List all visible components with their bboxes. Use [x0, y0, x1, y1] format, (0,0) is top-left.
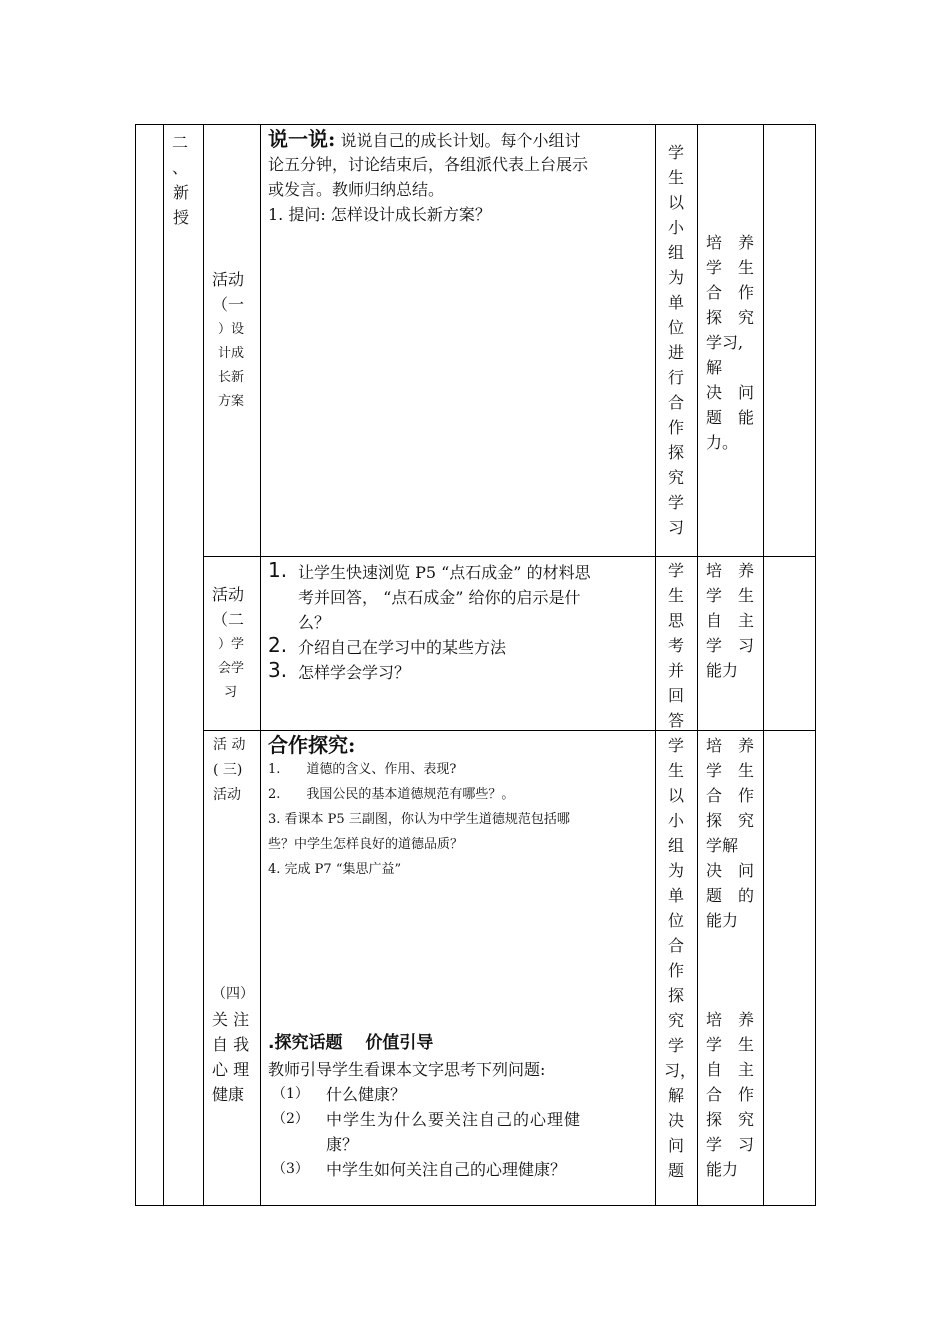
col-line-7 [763, 124, 764, 1206]
stage-label-mid: 、 [172, 158, 189, 177]
activity-1-line-2: 论五分钟，讨论结束后，各组派代表上台展示 [268, 155, 589, 174]
col-line-2 [163, 124, 164, 1206]
row-separator-2 [203, 730, 815, 731]
table-bottom-border [135, 1205, 815, 1206]
activity-3-heading: 合作探究: [268, 733, 356, 757]
col-line-8 [815, 124, 816, 1206]
col-line-1 [135, 124, 136, 1206]
activity-1-line-3: 或发言。教师归纳总结。 [268, 180, 445, 199]
activity-1-heading: 说一说: [268, 127, 336, 151]
col-line-6 [697, 124, 698, 1206]
activity-1-student: 学生以小组为单位进行合作探究学习 [667, 143, 684, 537]
activity-4-heading: .探究话题 价值引导 [268, 1033, 434, 1053]
stage-label-bottom: 新授 [172, 183, 189, 227]
row-separator-1 [203, 556, 815, 557]
col-line-3 [203, 124, 204, 1206]
activity-3-student: 学生以小组为单位合作探究学习，解决问题 [664, 736, 697, 1180]
table-top-border [135, 124, 815, 125]
activity-1-line-1: 说说自己的成长计划。每个小组讨 [340, 131, 581, 150]
col-line-4 [260, 124, 261, 1206]
activity-1-line-4: 1. 提问: 怎样设计成长新方案？ [268, 205, 491, 224]
col-line-5 [655, 124, 656, 1206]
stage-label-top: 二 [172, 133, 189, 152]
activity-2-student: 学生思考并回答 [667, 561, 684, 730]
